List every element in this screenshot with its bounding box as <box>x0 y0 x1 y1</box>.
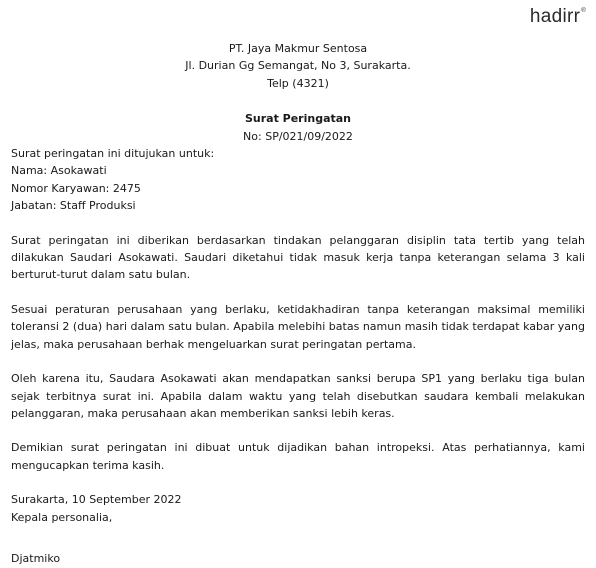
body-paragraph-3: Oleh karena itu, Saudara Asokawati akan mendapatkan sanksi berupa SP1 yang berlaku tiga bulan sejak terbitnya surat ini. Apabila dalam waktu yang telah disebutkan saudara kembali melakukan pelanggaran, maka perusahaan akan memberikan sanksi lebih keras. <box>11 372 585 420</box>
letter-number: No: SP/021/09/2022 <box>243 129 353 143</box>
signature-block <box>11 491 585 567</box>
recipient-position: Jabatan: Staff Produksi <box>11 199 136 213</box>
recipient-name: Nama: Asokawati <box>11 164 107 178</box>
recipient-employee-no: Nomor Karyawan: 2475 <box>11 181 141 195</box>
body-paragraph-2: Sesuai peraturan perusahaan yang berlaku, ketidakhadiran tanpa keterangan maksimal memiliki toleransi 2 (dua) hari dalam satu bulan. Apabila melebihi batas namun masih tidak terdapat kabar yang jelas, maka perusahaan berhak mengeluarkan surat peringatan pertama. <box>11 302 585 351</box>
company-name: PT. Jaya Makmur Sentosa <box>228 42 368 55</box>
company-phone: Telp (4321) <box>267 76 329 90</box>
signer-name: Djatmiko <box>11 551 61 565</box>
company-address: Jl. Durian Gg Semangat, No 3, Surakarta. <box>185 59 411 73</box>
recipient-block <box>11 145 585 215</box>
registered-mark: ® <box>581 8 586 14</box>
brand-logo <box>530 6 586 28</box>
place-date: Surakarta, 10 September 2022 <box>11 493 182 507</box>
letterhead <box>11 40 585 92</box>
signer-role: Kepala personalia, <box>11 510 113 524</box>
brand-logo-text: hadirr <box>529 6 581 27</box>
recipient-intro: Surat peringatan ini ditujukan untuk: <box>11 147 215 161</box>
letter-document <box>11 40 585 567</box>
body-paragraph-1: Surat peringatan ini diberikan berdasarkan tindakan pelanggaran disiplin tata tertib yang telah dilakukan Saudari Asokawati. Saudari diketahui tidak masuk kerja tanpa keterangan selama 3 kali berturut-turut dalam satu bulan. <box>11 233 585 282</box>
body-paragraph-4: Demikian surat peringatan ini dibuat untuk dijadikan bahan intropeksi. Atas perhatiannya, kami mengucapkan terima kasih. <box>11 441 585 472</box>
letter-title: Surat Peringatan <box>244 112 352 126</box>
